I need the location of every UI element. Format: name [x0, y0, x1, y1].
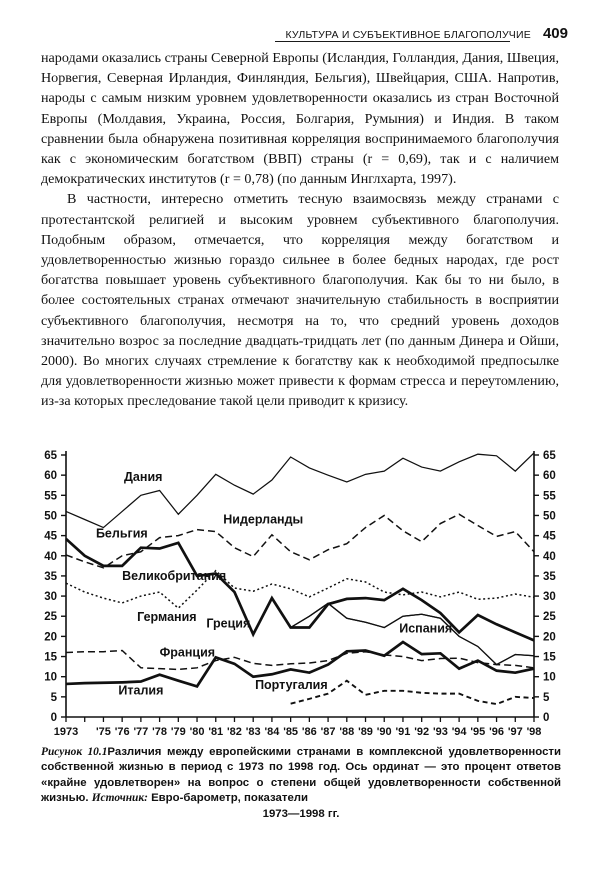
series-label-8: Испания	[399, 621, 453, 636]
caption-source-label: Источник:	[91, 792, 148, 805]
y-axis-label-left: 15	[44, 651, 57, 664]
y-axis-label-left: 35	[44, 570, 57, 583]
x-axis-label: '78	[152, 726, 168, 738]
figure-label: Рисунок 10.1	[41, 746, 108, 758]
y-axis-label-left: 0	[50, 712, 57, 724]
x-axis-label: '92	[414, 726, 430, 738]
x-axis-label: '77	[133, 726, 149, 738]
y-axis-label-left: 25	[44, 611, 57, 624]
series-label-3: Великобритания	[122, 568, 227, 583]
y-axis-label-right: 0	[543, 712, 550, 724]
x-axis-label: '75	[96, 726, 111, 738]
x-axis-label: '91	[395, 726, 411, 738]
x-axis-label: '98	[526, 726, 542, 738]
y-axis-label-left: 5	[50, 691, 57, 704]
x-axis-label: '79	[170, 726, 186, 738]
y-axis-label-right: 10	[543, 671, 556, 684]
x-axis-label: '84	[264, 726, 280, 738]
y-axis-label-left: 55	[44, 490, 57, 503]
x-axis-label: '83	[245, 726, 261, 738]
x-axis-label: '90	[376, 726, 392, 738]
caption-text: Различия между европейскими странами в комплексной удовлетворенности собственной жизнью в период с 1973 по 1998 год. Ось ординат — это процент ответов «крайне удовлетворен» на вопрос о степени общей удовлетворенности собственной жизнью.	[41, 746, 561, 805]
series-label-9: Португалия	[255, 677, 328, 692]
x-axis-label: '89	[358, 726, 373, 738]
x-axis-label: '76	[114, 726, 130, 738]
series-label-5: Греция	[206, 616, 251, 631]
x-axis-label: '81	[208, 726, 224, 738]
y-axis-label-right: 25	[543, 611, 556, 624]
x-axis-label: '86	[301, 726, 317, 738]
page-header	[40, 18, 568, 44]
figure-10-1	[20, 443, 580, 743]
x-axis-label: '80	[189, 726, 205, 738]
header-rule	[275, 41, 510, 42]
line-chart	[20, 443, 580, 743]
page-header-title: КУЛЬТУРА И СУБЪЕКТИВНОЕ БЛАГОПОЛУЧИЕ	[285, 28, 531, 41]
y-axis-label-right: 35	[543, 570, 556, 583]
y-axis-label-left: 30	[44, 591, 57, 604]
x-axis-label: '93	[432, 726, 448, 738]
series-label-4: Германия	[137, 610, 197, 625]
series-label-2: Бельгия	[95, 526, 148, 541]
y-axis-label-right: 30	[543, 591, 556, 604]
y-axis-label-left: 50	[44, 510, 57, 523]
x-axis-label: 1973	[53, 726, 79, 738]
y-axis-label-right: 45	[543, 530, 556, 543]
x-axis-label: '96	[489, 726, 504, 738]
series-line-2	[66, 539, 534, 641]
y-axis-label-left: 45	[44, 530, 57, 543]
x-axis-label: '87	[320, 726, 336, 738]
y-axis-label-right: 5	[543, 691, 550, 704]
series-label-0: Дания	[124, 470, 163, 485]
caption-source-years: 1973—1998 гг.	[262, 807, 340, 820]
y-axis-label-right: 15	[543, 651, 556, 664]
y-axis-label-right: 50	[543, 510, 556, 523]
x-axis-label: '95	[470, 726, 486, 738]
y-axis-label-left: 65	[44, 450, 57, 462]
y-axis-label-left: 40	[44, 550, 57, 563]
y-axis-label-right: 20	[543, 631, 556, 644]
caption-source-text: Евро-барометр, показатели	[147, 792, 309, 805]
series-label-6: Франция	[159, 645, 216, 660]
x-axis-label: '97	[507, 726, 523, 738]
y-axis-label-right: 55	[543, 490, 556, 503]
paragraph-1: народами оказались страны Северной Европы (Исландия, Голландия, Дания, Швеция, Норвегия, Северная Ирландия, Финляндия, Бельгия), Швейцария, США. Напротив, народы с самым низким уровнем удовлетворенности оказались из стран Восточной Европы (Молдавия, Украина, Россия, Болгария, Румыния) и Индия. В таком сравнении была обнаружена позитивная корреляция воспринимаемого благополучия как с экономическим богатством (ВВП) страны (r = 0,69), так и с наличием демократических институтов (r = 0,78) (по данным Инглхарта, 1997).	[41, 50, 559, 188]
page-number: 409	[542, 25, 568, 42]
series-label-1: Нидерланды	[223, 512, 304, 527]
y-axis-label-right: 40	[543, 550, 556, 563]
x-axis-label: '88	[339, 726, 355, 738]
series-label-7: Италия	[118, 683, 164, 698]
figure-caption	[41, 745, 561, 822]
x-axis-label: '82	[227, 726, 242, 738]
body-text	[41, 48, 559, 412]
y-axis-label-right: 65	[543, 450, 556, 462]
chart-svg	[20, 443, 580, 743]
y-axis-label-right: 60	[543, 470, 556, 483]
x-axis-label: '85	[283, 726, 299, 738]
y-axis-label-left: 10	[44, 671, 57, 684]
y-axis-label-left: 20	[44, 631, 57, 644]
x-axis-label: '94	[451, 726, 467, 738]
paragraph-2: В частности, интересно отметить тесную взаимосвязь между странами с протестантской религией и высоким уровнем субъективного благополучия. Подобным образом, отмечается, что корреляция между богатством и удовлетворенностью жизнью гораздо сильнее в более бедных народах, где рост богатства повышает уровень субъективного благополучия. Как бы то ни было, в более состоятельных странах отмечают значительную стабильность в восприятии субъективного благополучия, несмотря на то, что средний уровень доходов значительно возрос за последние двадцать-тридцать лет (по данным Динера и Ойши, 2000). Во многих случаях стремление к богатству как к необходимой предпосылке для удовлетворенности жизнью может привести к формам стресса и переутомлению, из-за которых преследование такой цели приводит к кризису.	[41, 191, 559, 410]
y-axis-label-left: 60	[44, 470, 57, 483]
